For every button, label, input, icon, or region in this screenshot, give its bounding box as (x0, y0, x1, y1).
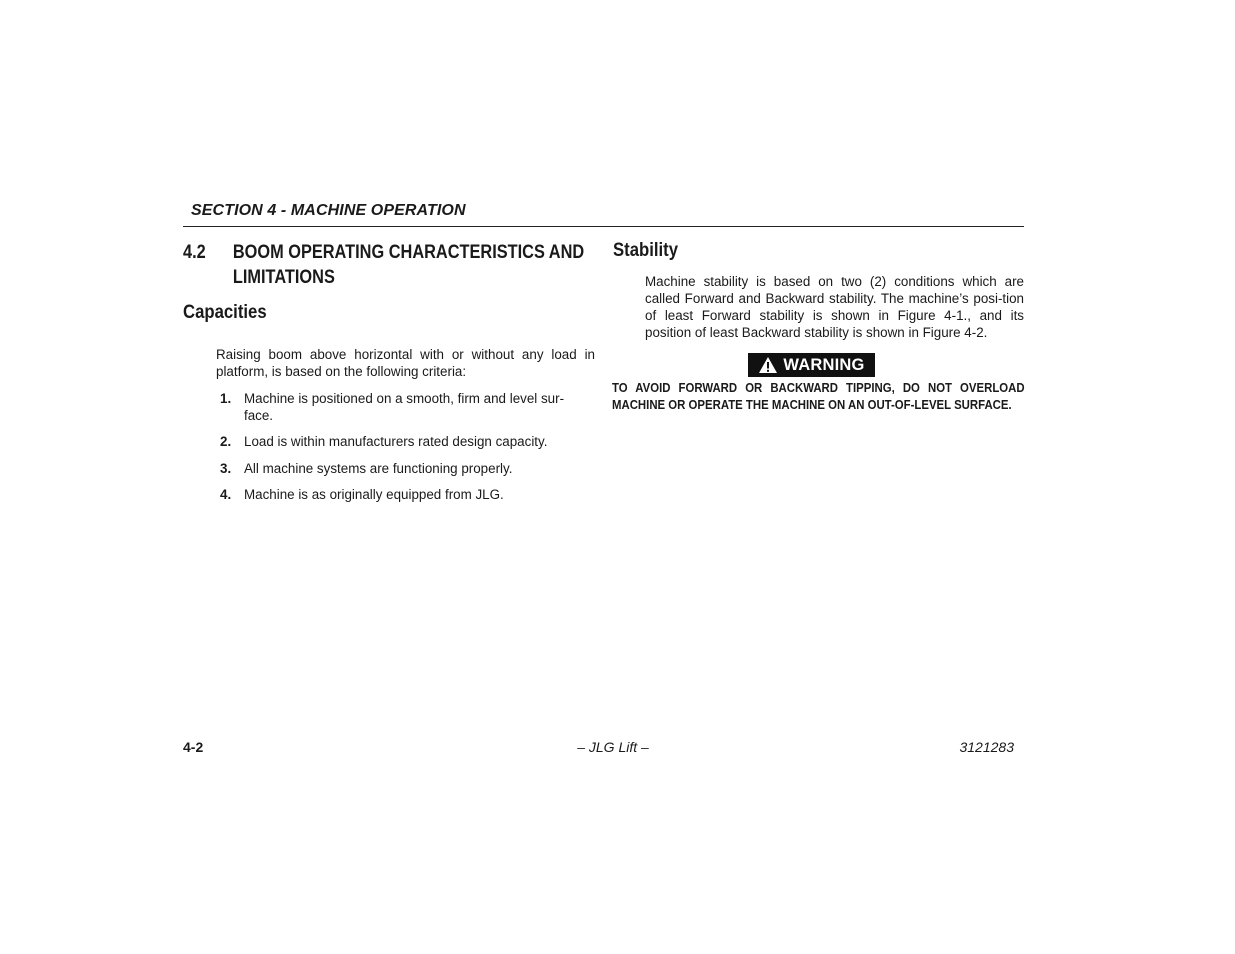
list-item-number: 3. (220, 461, 232, 476)
list-item-number: 1. (220, 391, 232, 406)
warning-text: TO AVOID FORWARD OR BACKWARD TIPPING, DO NOT OVERLOAD MACHINE OR OPERATE THE MACHINE ON AN OUT-OF-LEVEL SURFACE. (612, 380, 1025, 412)
warning-badge (748, 353, 875, 377)
document-number: 3121283 (959, 739, 1014, 755)
header-rule (183, 226, 1024, 227)
section-title-text: BOOM OPERATING CHARACTERISTICS AND LIMITATIONS (232, 242, 585, 288)
list-item (216, 460, 596, 477)
list-item-text: Machine is as originally equipped from JLG. (244, 487, 504, 502)
warning-label: WARNING (783, 355, 865, 374)
section-number: 4.2 (183, 242, 206, 263)
section-title (183, 240, 585, 290)
list-item-number: 2. (220, 434, 232, 449)
footer-brand: – JLG Lift – (577, 739, 649, 755)
list-item-text: Load is within manufacturers rated design capacity. (244, 434, 548, 449)
capacities-heading: Capacities (183, 302, 267, 323)
stability-heading: Stability (613, 240, 679, 261)
list-item-number: 4. (220, 487, 232, 502)
section-header: SECTION 4 - MACHINE OPERATION (191, 202, 466, 219)
warning-triangle-icon (758, 356, 778, 374)
list-item (216, 390, 596, 424)
list-item (216, 433, 596, 450)
stability-body: Machine stability is based on two (2) conditions which are called Forward and Backward stability. The machine’s posi-tion of least Forward stability is shown in Figure 4-1., and its position of least Backward stability is shown in Figure 4-2. (645, 274, 1024, 340)
list-item (216, 486, 596, 503)
list-item-text: All machine systems are functioning properly. (244, 461, 513, 476)
capacities-intro: Raising boom above horizontal with or without any load in platform, is based on the following criteria: (216, 347, 595, 379)
list-item-text: Machine is positioned on a smooth, firm and level sur-face. (244, 391, 565, 423)
page-number: 4-2 (183, 739, 204, 755)
